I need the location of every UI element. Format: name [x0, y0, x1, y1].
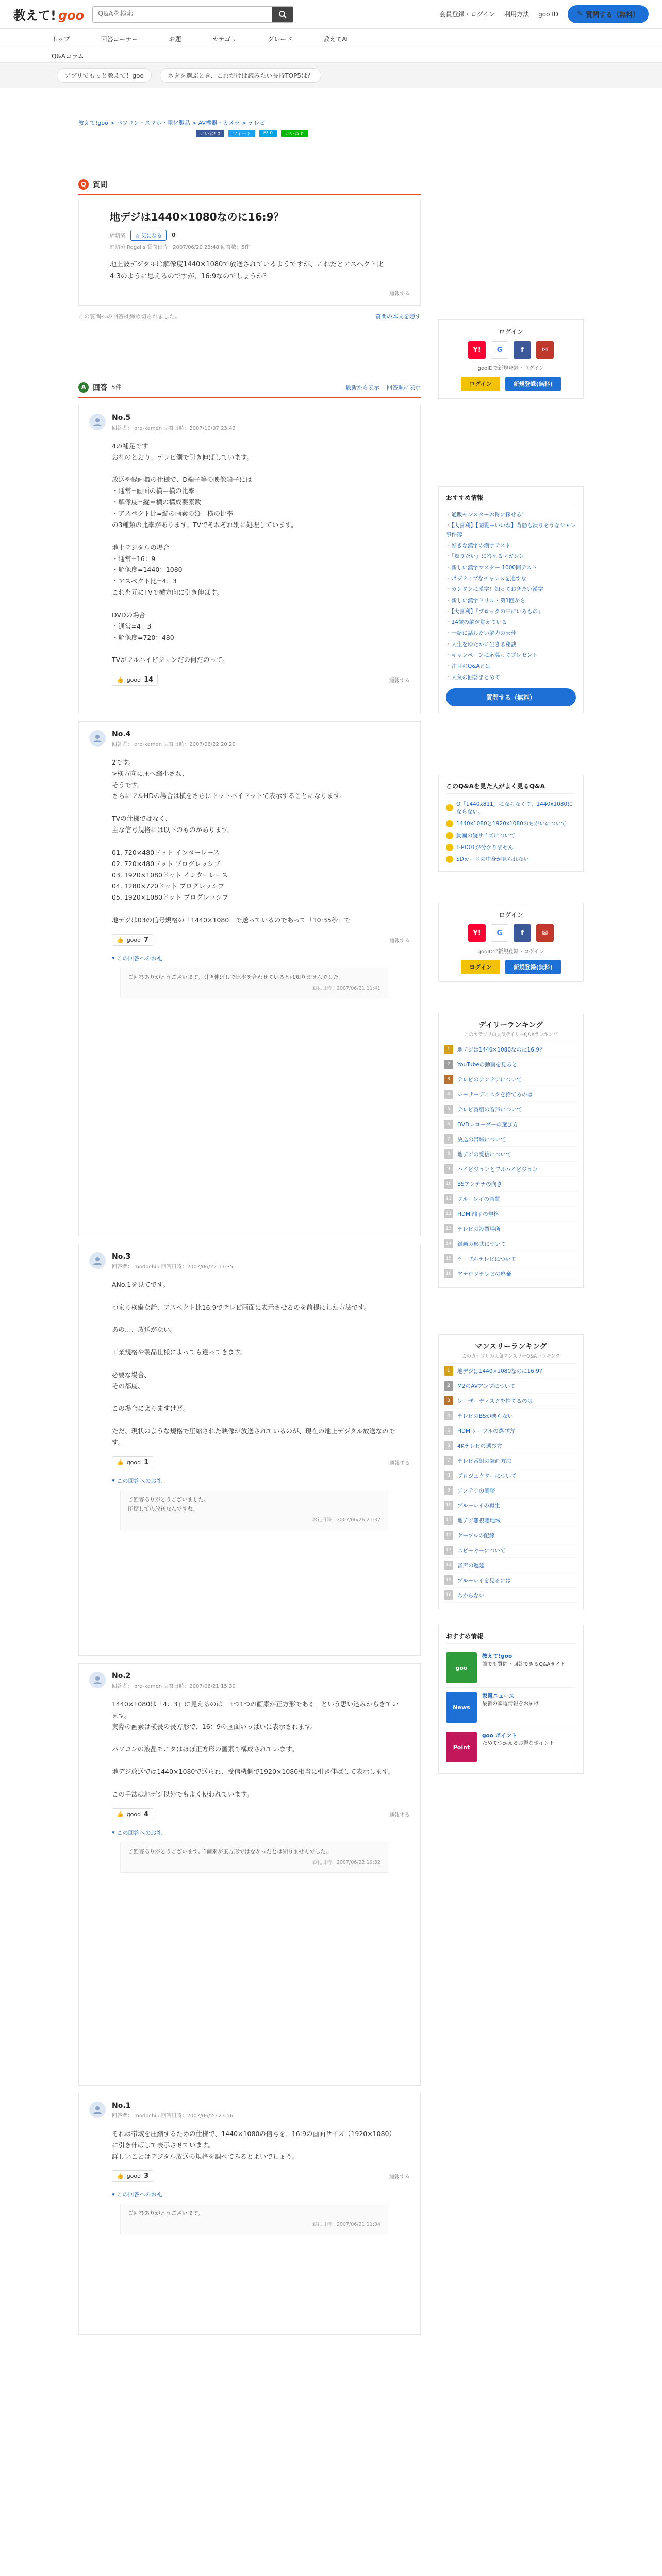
answer-number: No.4	[112, 730, 131, 738]
related-item[interactable]: SDカードの中身が見られない	[446, 853, 576, 865]
ranking-label: BSアンテナの向き	[457, 1181, 502, 1188]
user-icon	[93, 417, 102, 427]
rank-number: 11	[444, 1516, 453, 1525]
answer-meta: 回答者： oro-kamen 回答日時：2007/06/22 20:29	[112, 741, 236, 748]
ranking-label: YouTubeの動画を見ると	[457, 1061, 518, 1068]
ranking-label: ハイビジョンとフルハイビジョン	[457, 1166, 538, 1173]
ranking-item[interactable]	[444, 1222, 578, 1236]
answers-count: 5件	[111, 384, 122, 392]
ranking-label: ケーブルテレビについて	[457, 1256, 517, 1262]
pencil-icon: ✎	[577, 10, 583, 18]
ranking-item[interactable]	[444, 1364, 578, 1379]
nav-item-column[interactable]: Q&Aコラム	[52, 53, 84, 60]
ranking-item[interactable]	[444, 1423, 578, 1438]
rank-number: 4	[444, 1411, 453, 1420]
answer-meta: 回答者： modochiu 回答日時：2007/06/20 23:56	[112, 2113, 234, 2119]
rank-number: 15	[444, 1254, 453, 1263]
ranking-item[interactable]	[444, 1543, 578, 1558]
nav-item-ai[interactable]: 教えてAI	[323, 36, 348, 43]
ranking-label: スピーカーについて	[457, 1547, 506, 1554]
star-icon: ☆	[135, 233, 142, 239]
good-count: 1	[144, 1458, 149, 1466]
recommend-box	[438, 486, 584, 713]
question-meta	[110, 230, 410, 241]
ranking-item[interactable]	[444, 1394, 578, 1409]
rank-number: 8	[444, 1471, 453, 1480]
rank-number: 1	[444, 1366, 453, 1376]
logo-brand: goo	[58, 8, 85, 23]
rank-number: 16	[444, 1269, 453, 1278]
ranking-label: 地デジの受信について	[457, 1151, 511, 1158]
related-title: このQ&Aを見た人がよく見るQ&A	[446, 782, 576, 794]
answer-item	[78, 1663, 421, 2086]
answer-body: ANo.1を見てです。 つまり横縦な話、アスペクト比16:9でテレビ画面に表示させるのを前提にした方法です。 あの…、放送がない。 工業規格や製品仕様によっても違ってきます。 必要な場合、 その都度、 この場合によりますけど。 ただ、現状のような規格で圧縮された映像が放送されているのが、現在の地上デジタル放送なのです。	[112, 1280, 395, 1447]
ranking-label: 地デジは1440×1080なのに16:9？	[457, 1046, 545, 1053]
recommend-item[interactable]: ・ 人生をゆたかに生きる秘訣	[446, 639, 576, 650]
ranking-label: ブルーレイの再生	[457, 1502, 500, 1509]
ranking-item[interactable]	[444, 1558, 578, 1573]
question-author-line: 締切済 Regalis 質問日時：2007/06/20 23:48 回答数：5件	[110, 245, 250, 250]
top-header	[0, 0, 662, 29]
q-badge-icon	[446, 844, 453, 851]
chevron-down-icon: ▾	[112, 1829, 115, 1836]
logo-text: 教えて!	[13, 8, 56, 23]
social-login	[446, 341, 576, 359]
social-login	[446, 924, 576, 942]
thanks-link[interactable]: ▾ この回答へのお礼	[112, 1829, 162, 1836]
ranking-label: HDMIケーブルの選び方	[457, 1428, 515, 1434]
status-badge: 締切済	[110, 233, 125, 239]
monthly-ranking	[438, 1334, 584, 1609]
q-badge-icon	[446, 804, 453, 811]
ranking-label: テレビ番組の音声について	[457, 1106, 522, 1113]
answer-body: 2です。 >横方向に圧へ縮小され、 そうです。 さらにフルHDの場合は横をさらにドットバイドットで表示することになります。 TVの仕様ではなく、 主な信号規格には以下のものがあります。 01. 720×480ドット インターレース 02. 720×480ドット プログレッシブ 03. 1920×1080ドット インターレース 04. 1280×720ドット プログレッシブ 05. 1920×1080ドット プログレッシブ 地デジは03の信号規格の「1440×1080」で送っているのであって「10:35秒」で	[112, 758, 351, 924]
banner-row	[0, 63, 662, 88]
thanks-link[interactable]: ▾ この回答へのお礼	[112, 1477, 162, 1484]
report-link[interactable]: 通報する	[389, 2174, 410, 2180]
thumbs-up-icon: 👍	[117, 676, 124, 684]
chevron-down-icon: ▾	[112, 2191, 115, 2198]
good-button[interactable]: 👍 good 3	[112, 2170, 153, 2182]
line-like-button[interactable]: いいね 0	[281, 130, 308, 137]
ranking-item[interactable]	[444, 1409, 578, 1423]
answers-section	[78, 378, 421, 2335]
usage-link[interactable]: 利用方法	[504, 11, 529, 18]
closed-notice	[78, 306, 421, 327]
monthly-ranking-title: マンスリーランキング	[475, 1343, 547, 1351]
header-links	[440, 5, 649, 23]
recommend-item[interactable]: ・ ポジティブなチャンスを逃すな	[446, 573, 576, 584]
ranking-label: テレビのアンテナについて	[457, 1076, 522, 1083]
ranking-label: 放送の帯域について	[457, 1136, 506, 1143]
sort-latest[interactable]: 最新から表示	[345, 384, 379, 391]
ranking-label: ケーブルの配線	[457, 1532, 495, 1539]
recommend-item[interactable]: ・ 新しい漢字マスター 1000問テスト	[446, 563, 576, 573]
nav-item-grade[interactable]: グレード	[268, 36, 293, 43]
rank-number: 12	[444, 1209, 453, 1218]
report-link[interactable]: 通報する	[389, 678, 410, 684]
gooid-link[interactable]: goo ID	[538, 10, 559, 18]
related-item[interactable]: 動画の縦サイズについて	[446, 829, 576, 841]
rank-number: 16	[444, 1590, 453, 1600]
search-input[interactable]	[93, 7, 272, 22]
ranking-item[interactable]	[444, 1573, 578, 1588]
recommend-item[interactable]: ・ 一緒に話したい脳力の天使	[446, 628, 576, 639]
hatena-button[interactable]: B! 0	[259, 130, 277, 137]
avatar	[89, 730, 106, 747]
rank-number: 2	[444, 1381, 453, 1391]
related-box	[438, 775, 584, 872]
rank-number: 7	[444, 1134, 453, 1144]
thanks-text: ご回答ありがとうございます。1画素が正方形ではなかったとは知りませんでした。	[128, 1848, 332, 1855]
answer-meta: 回答者： modochiu 回答日時：2007/06/22 17:35	[112, 1264, 234, 1270]
good-count: 14	[144, 676, 154, 684]
ranking-item[interactable]	[444, 1453, 578, 1468]
login-button[interactable]: ログイン	[461, 960, 500, 974]
ranking-label: テレビのBSが映らない	[457, 1413, 513, 1419]
login-sub: gooIDで新規登録・ログイン	[477, 366, 544, 371]
services-list	[446, 1648, 576, 1767]
service-logo: Point	[446, 1732, 477, 1762]
good-count: 3	[144, 2172, 149, 2180]
rank-number: 8	[444, 1149, 453, 1159]
ask-question-button[interactable]	[568, 5, 649, 23]
app-banner[interactable]: アプリでもっと教えて！goo	[57, 68, 152, 83]
ranking-label: ブルーレイの画質	[457, 1196, 500, 1202]
answer-item	[78, 2093, 421, 2335]
ranking-item[interactable]	[444, 1207, 578, 1222]
ranking-label: M2のAVアンプについて	[457, 1383, 516, 1389]
ranking-item[interactable]	[444, 1528, 578, 1543]
ranking-label: DVDレコーダーの選び方	[457, 1121, 518, 1128]
sidebar	[438, 319, 584, 1774]
answer-number: No.5	[112, 413, 131, 422]
rank-number: 5	[444, 1105, 453, 1114]
ranking-label: アンテナの調整	[457, 1487, 495, 1494]
answer-meta: 回答者： oro-kamen 回答日時：2007/06/21 15:30	[112, 1683, 236, 1689]
monthly-ranking-sub: このカテゴリの人気マンスリーQ&Aランキング	[444, 1352, 578, 1364]
avatar	[89, 414, 106, 430]
recommend-title: おすすめ情報	[446, 493, 576, 505]
rank-number: 12	[444, 1531, 453, 1540]
thanks-comment	[120, 968, 388, 998]
ranking-item[interactable]	[444, 1057, 578, 1072]
rank-number: 13	[444, 1546, 453, 1555]
question-heading-label: 質問	[93, 181, 107, 189]
user-icon	[93, 1675, 102, 1685]
mail-login-icon[interactable]: ✉	[536, 341, 554, 359]
rank-number: 7	[444, 1456, 453, 1465]
closed-notice-text: この質問への回答は締め切られました。	[78, 313, 180, 320]
thanks-date: お礼日時：2007/06/22 19:32	[312, 1859, 380, 1866]
ranking-label: ブルーレイを見るには	[457, 1577, 511, 1584]
answer-number: No.2	[112, 1671, 131, 1680]
daily-ranking-title: デイリーランキング	[478, 1021, 543, 1029]
thumbs-up-icon: 👍	[117, 2173, 124, 2180]
thumbs-up-icon: 👍	[117, 936, 124, 943]
search-bar	[92, 6, 293, 23]
user-icon	[93, 2105, 102, 2114]
answer-meta: 回答者： oro-kamen 回答日時：2007/10/07 23:43	[112, 425, 236, 431]
recommend-item[interactable]: ・ 好きな漢字の漢字テスト	[446, 540, 576, 551]
good-button[interactable]: 👍 good 14	[112, 674, 158, 686]
login-box-secondary	[438, 903, 584, 982]
thanks-date: お礼日時：2007/06/21 11:34	[312, 2222, 380, 2228]
register-button[interactable]: 新規登録(無料)	[505, 960, 561, 974]
report-link[interactable]: 通報する	[389, 291, 410, 297]
ranking-item[interactable]	[444, 1087, 578, 1102]
question-footer	[89, 289, 410, 297]
thanks-date: お礼日時：2007/06/21 11:41	[312, 985, 380, 991]
ranking-item[interactable]	[444, 1468, 578, 1483]
report-link[interactable]: 通報する	[389, 1812, 410, 1818]
monthly-ranking-list	[444, 1364, 578, 1603]
rank-number: 15	[444, 1575, 453, 1585]
rank-number: 6	[444, 1441, 453, 1450]
thanks-link[interactable]: ▾ この回答へのお礼	[112, 2191, 162, 2198]
recommend-item[interactable]: ・ 【大喜利】【閲覧ーいいね】背筋も凍りそうなシャレ事件簿	[446, 520, 576, 540]
login-sub: gooIDで新規登録・ログイン	[477, 949, 544, 955]
daily-ranking-list	[444, 1042, 578, 1281]
related-item[interactable]: Q「1440x811」にならなくて、1440x1080にならない。	[446, 798, 576, 818]
ranking-label: レーザーディスクを捨てるのは	[457, 1398, 533, 1404]
ranking-item[interactable]	[444, 1379, 578, 1394]
daily-ranking	[438, 1013, 584, 1288]
register-button[interactable]: 新規登録(無料)	[505, 377, 561, 391]
recommend-item[interactable]: ・ 14歳の脳が覚えている	[446, 617, 576, 628]
thanks-comment	[120, 1842, 388, 1873]
ranking-label: 地デジは1440×1080なのに16:9？	[457, 1368, 545, 1375]
report-link[interactable]: 通報する	[389, 1460, 410, 1466]
rank-number: 2	[444, 1060, 453, 1069]
rank-number: 14	[444, 1561, 453, 1570]
ranking-label: 地デジ難視聴地域	[457, 1517, 501, 1524]
services-title: おすすめ情報	[446, 1632, 576, 1644]
login-title: ログイン	[499, 911, 523, 919]
recommend-item[interactable]: ・ 【大喜利】「ブロックの中にいるもの」	[446, 606, 576, 617]
column-banner[interactable]: ネタを選ぶとき、これだけは読みたい長持TOP5は？	[160, 68, 321, 83]
service-logo: News	[446, 1692, 477, 1723]
answers-heading	[78, 378, 421, 398]
thanks-text: ご回答ありがとうございました。 圧縮しての放送なんですね。	[128, 1496, 209, 1512]
yahoo-login-icon[interactable]: Y!	[468, 924, 486, 942]
google-login-icon[interactable]: G	[491, 924, 508, 942]
tweet-button[interactable]: ツイート	[228, 130, 255, 137]
thanks-comment	[120, 2204, 388, 2234]
breadcrumb[interactable]: 教えて!goo > パソコン・スマホ・電化製品 > AV機器・カメラ > テレビ	[78, 120, 266, 126]
ranking-item[interactable]	[444, 1588, 578, 1603]
service-item[interactable]: goo 教えて!goo 誰でも質問・回答できるQ&Aサイト	[446, 1648, 576, 1688]
answer-body: それは帯域を圧縮するための仕様で、1440×1080の信号を、16:9の画面サイズ（1920×1080）に引き伸ばして表示させています。 詳しいことはデジタル放送の規格を調べてみるとよいでしょう。	[112, 2129, 396, 2160]
daily-ranking-sub: このカテゴリの人気デイリーQ&Aランキング	[444, 1031, 578, 1042]
services-box	[438, 1625, 584, 1774]
share-buttons	[0, 130, 662, 139]
rank-number: 9	[444, 1164, 453, 1174]
ranking-item[interactable]	[444, 1513, 578, 1528]
ranking-item[interactable]	[444, 1147, 578, 1162]
ranking-item[interactable]	[444, 1498, 578, 1513]
nav-item-answer-corner[interactable]: 回答コーナー	[101, 36, 138, 43]
ranking-item[interactable]	[444, 1042, 578, 1057]
good-count: 7	[144, 936, 149, 944]
good-button[interactable]: 👍 good 4	[112, 1808, 153, 1820]
report-link[interactable]: 通報する	[389, 938, 410, 944]
site-logo[interactable]	[13, 5, 84, 23]
thanks-text: ご回答ありがとうございます。引き伸ばしで比率を合わせているとは知りませんでした。	[128, 974, 344, 980]
bookmark-button[interactable]: ☆ 気になる	[130, 230, 167, 241]
answer-number: No.1	[112, 2101, 131, 2110]
recommend-item[interactable]: ・ キャンペーンに応募してプレゼント	[446, 650, 576, 661]
bookmark-count: 0	[172, 232, 176, 239]
login-button[interactable]: ログイン	[461, 377, 500, 391]
login-title: ログイン	[499, 328, 523, 335]
service-item[interactable]: News 家電ニュース 最新の家電情報をお届け	[446, 1688, 576, 1727]
ranking-item[interactable]	[444, 1102, 578, 1117]
recommend-item[interactable]: ・ 新しい漢字ドリル・第1回から	[446, 596, 576, 606]
answer-body: 1440×1080は「4：3」に見えるのは「1つ1つの画素が正方形である」という思い込みからきています。 実際の画素は横長の長方形で、16：9の画面いっぱいに表示されます。 パソコンの液晶モニタはほぼ正方形の画素で構成されています。 地デジ放送では1440×1080で送られ、受信機側で1920×1080相当に引き伸ばして表示します。 この手法は地デジ以外でもよく使われています。	[112, 1700, 399, 1798]
login-link[interactable]: 会員登録・ログイン	[439, 11, 495, 18]
main-column	[78, 175, 421, 2335]
recommend-item[interactable]: ・ 「知りたい」に答えるマガジン	[446, 551, 576, 562]
ranking-label: HDMI端子の規格	[457, 1211, 499, 1217]
facebook-like-button[interactable]: いいね! 0	[196, 130, 224, 137]
sidebar-ask-button[interactable]: 質問する（無料）	[446, 688, 576, 706]
answer-number: No.3	[112, 1252, 131, 1261]
thumbs-up-icon: 👍	[117, 1810, 124, 1818]
rank-number: 3	[444, 1075, 453, 1084]
rank-number: 11	[444, 1194, 453, 1204]
ranking-item[interactable]	[444, 1162, 578, 1177]
rank-number: 13	[444, 1224, 453, 1233]
sub-nav	[0, 49, 662, 63]
question-body: 地上波デジタルは解像度1440×1080で放送されているようですが、これだとアスペクト比4:3のように思えるのですが、16:9なのでしょうか？	[110, 261, 384, 281]
thanks-link[interactable]: ▾ この回答へのお礼	[112, 955, 162, 962]
recommend-list	[446, 510, 576, 683]
rank-number: 5	[444, 1426, 453, 1435]
related-item[interactable]: T-PD01が分かりません	[446, 841, 576, 853]
rank-number: 9	[444, 1486, 453, 1495]
avatar	[89, 1672, 106, 1688]
thanks-date: お礼日時：2007/06/26 21:37	[312, 1517, 380, 1523]
related-list	[446, 798, 576, 865]
ask-question-label: 質問する（無料）	[585, 11, 639, 19]
rank-number: 6	[444, 1120, 453, 1129]
recommend-item[interactable]: ・ 注目のQ&Aとは	[446, 661, 576, 672]
ranking-label: プロジェクターについて	[457, 1472, 517, 1479]
nav-item-top[interactable]: トップ	[52, 36, 70, 43]
related-item[interactable]: 1440x1080と1920x1080のちがいについて	[446, 818, 576, 829]
chevron-down-icon: ▾	[112, 955, 115, 962]
search-icon	[278, 10, 287, 19]
rank-number: 1	[444, 1045, 453, 1054]
ranking-item[interactable]	[444, 1132, 578, 1147]
sort-order[interactable]: 回答順に表示	[387, 384, 421, 391]
rank-number: 10	[444, 1179, 453, 1189]
rank-number: 10	[444, 1501, 453, 1510]
ranking-label: 録画の形式について	[457, 1241, 506, 1247]
q-badge-icon	[446, 820, 453, 827]
ranking-item[interactable]	[444, 1117, 578, 1132]
ranking-item[interactable]	[444, 1236, 578, 1251]
rank-number: 3	[444, 1396, 453, 1405]
ranking-label: レーザーディスクを捨てるのは	[457, 1091, 533, 1098]
good-button[interactable]: 👍 good 1	[112, 1456, 153, 1468]
ranking-label: テレビ番組の録画方法	[457, 1458, 511, 1464]
user-icon	[93, 1256, 102, 1265]
recommend-item[interactable]: ・ カンタンに漢字！知っておきたい漢字	[446, 584, 576, 595]
yahoo-login-icon[interactable]: Y!	[468, 341, 486, 359]
avatar	[89, 1252, 106, 1269]
question-heading	[78, 175, 421, 195]
sort-options	[345, 383, 421, 392]
avatar	[89, 2102, 106, 2118]
rank-number: 14	[444, 1239, 453, 1248]
ranking-item[interactable]	[444, 1251, 578, 1266]
answer-item	[78, 721, 421, 1236]
thanks-text: ご回答ありがとうございます。	[128, 2210, 204, 2217]
thumbs-up-icon: 👍	[117, 1459, 124, 1466]
question-icon: Q	[78, 179, 89, 190]
hide-body-link[interactable]: 質問の本文を隠す	[375, 313, 421, 320]
login-buttons	[446, 960, 576, 974]
nav-item-odai[interactable]: お題	[169, 36, 181, 43]
ranking-item[interactable]	[444, 1072, 578, 1087]
service-item[interactable]: Point goo ポイント ためてつかえるお得なポイント	[446, 1727, 576, 1767]
ranking-label: わからない	[457, 1592, 485, 1599]
chevron-down-icon: ▾	[112, 1477, 115, 1484]
q-badge-icon	[446, 856, 453, 863]
answer-item	[78, 405, 421, 714]
ranking-item[interactable]	[444, 1483, 578, 1498]
q-badge-icon	[446, 832, 453, 839]
ranking-label: テレビの設置場所	[457, 1226, 501, 1232]
ranking-label: 4Kテレビの選び方	[457, 1443, 502, 1449]
login-box	[438, 319, 584, 399]
thanks-comment	[120, 1490, 388, 1530]
answer-body: 4の補足です お礼のとおり、テレビ側で引き伸ばしています。 放送や録画機の仕様で、D端子等の映像端子には ・通常=画面の横＝横の比率 ・解像度=縦＝横の構成要素数 ・アスペクト比=縦の画素の縦＝横の比率 の3種類の比率があります。TVでそれぞれ別に処理しています。 地上デジタルの場合 ・通常=16：9 ・解像度=1440：1080 ・アスペクト比=4：3 これを元にTVで横方向に引き伸ばす。 DVDの場合 ・通常=4：3 ・解像度=720：480 TVがフルハイビジョンだの何だのって。	[112, 442, 297, 664]
facebook-login-icon[interactable]: f	[514, 924, 531, 942]
ranking-item[interactable]	[444, 1266, 578, 1281]
answer-icon: A	[78, 382, 89, 393]
ranking-item[interactable]	[444, 1177, 578, 1192]
main-nav	[0, 29, 662, 49]
recommend-item[interactable]: ・ 通販モンスターお得に探せる！	[446, 510, 576, 520]
good-button[interactable]: 👍 good 7	[112, 934, 153, 946]
answers-heading-label: 回答	[93, 383, 107, 392]
question-title: 地デジは1440×1080なのに16:9？	[110, 211, 284, 223]
good-count: 4	[144, 1810, 149, 1818]
facebook-login-icon[interactable]: f	[514, 341, 531, 359]
search-button[interactable]	[272, 7, 293, 22]
ranking-label: アナログテレビの廃棄	[457, 1270, 511, 1277]
rank-number: 4	[444, 1090, 453, 1099]
question-box	[78, 200, 421, 306]
service-logo: goo	[446, 1652, 477, 1683]
user-icon	[93, 734, 102, 743]
ranking-item[interactable]	[444, 1438, 578, 1453]
mail-login-icon[interactable]: ✉	[536, 924, 554, 942]
recommend-item[interactable]: ・ 人気の回答まとめて	[446, 672, 576, 683]
nav-item-category[interactable]: カテゴリ	[212, 36, 237, 43]
login-buttons	[446, 377, 576, 391]
ranking-item[interactable]	[444, 1192, 578, 1207]
ranking-label: 音声の遅延	[457, 1562, 485, 1569]
answer-item	[78, 1244, 421, 1656]
google-login-icon[interactable]: G	[491, 341, 508, 359]
